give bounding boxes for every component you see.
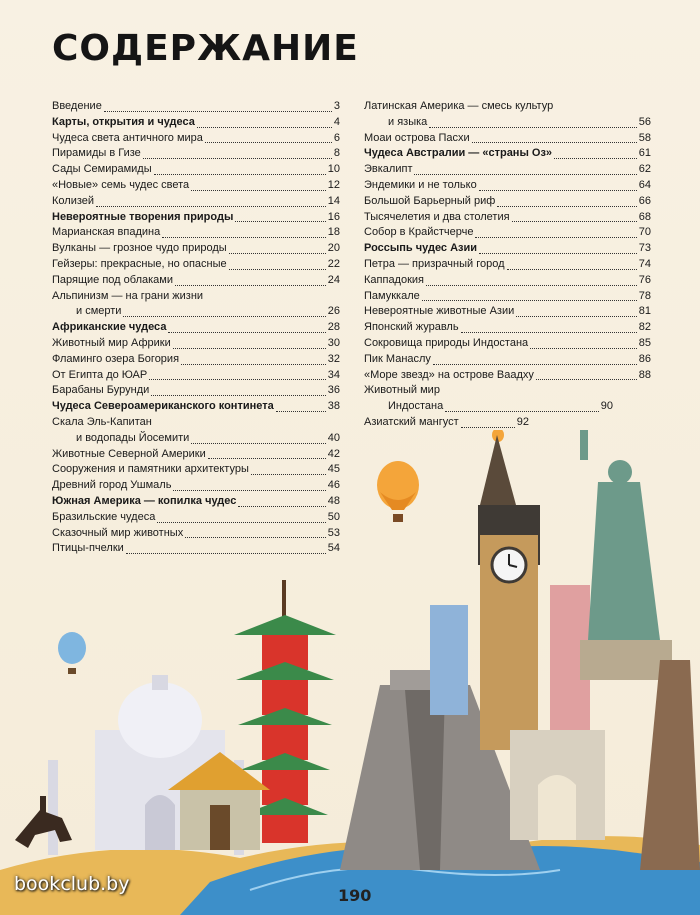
toc-entry-title: Южная Америка — копилка чудес (52, 494, 237, 507)
toc-entry (52, 383, 340, 399)
toc-entry-title: Чудеса Североамериканского континета (52, 400, 274, 413)
toc-entry-page: 6 (333, 131, 340, 144)
toc-entry-title: От Египта до ЮАР (52, 368, 148, 381)
toc-leader-dots (429, 127, 636, 128)
toc-leader-dots (530, 348, 637, 349)
toc-entry-page: 24 (327, 273, 340, 286)
toc-leader-dots (162, 237, 326, 238)
toc-entry-page: 22 (327, 257, 340, 270)
toc-leader-dots (235, 221, 325, 222)
toc-entry-title: Животный мир Африки (52, 336, 171, 349)
arc-de-triomphe-icon (510, 730, 605, 840)
toc-entry-page: 61 (638, 147, 651, 160)
toc-leader-dots (497, 206, 636, 207)
toc-entry-page: 45 (327, 463, 340, 476)
toc-entry-title: Вулканы — грозное чудо природы (52, 242, 227, 255)
toc-entry-page: 76 (638, 273, 651, 286)
toc-entry-page: 14 (327, 194, 340, 207)
toc-entry-page: 81 (638, 305, 651, 318)
toc-leader-dots (426, 285, 637, 286)
statue-of-liberty-icon (580, 430, 672, 680)
toc-entry-page: 54 (327, 542, 340, 555)
toc-leader-dots (151, 395, 325, 396)
toc-entry (52, 210, 340, 226)
toc-entry (52, 241, 340, 257)
toc-entry-page: 20 (327, 242, 340, 255)
toc-entry-title: и смерти (76, 305, 122, 318)
toc-leader-dots (414, 174, 636, 175)
toc-entry-title: Сооружения и памятники архитектуры (52, 463, 249, 476)
toc-entry-title: Моаи острова Пасхи (364, 131, 470, 144)
toc-entry-title: Марианская впадина (52, 226, 161, 239)
toc-entry (364, 146, 651, 162)
toc-leader-dots (554, 158, 637, 159)
toc-leader-dots (276, 411, 326, 412)
toc-entry-page: 48 (327, 494, 340, 507)
toc-leader-dots (181, 364, 326, 365)
toc-entry (364, 210, 651, 226)
toc-entry-page: 85 (638, 336, 651, 349)
toc-entry (52, 115, 340, 131)
toc-leader-dots (197, 127, 332, 128)
toc-entry-title: Японский журавль (364, 321, 459, 334)
watermark-logo: bookclub.by (14, 873, 130, 895)
toc-entry-page: 74 (638, 257, 651, 270)
toc-entry-page: 58 (638, 131, 651, 144)
toc-entry-title: Животные Северной Америки (52, 447, 206, 460)
toc-entry (364, 162, 651, 178)
toc-entry-page: 53 (327, 526, 340, 539)
toc-entry-page: 50 (327, 510, 340, 523)
toc-entry (364, 415, 529, 431)
toc-entry-title: Колизей (52, 194, 95, 207)
toc-leader-dots (154, 174, 326, 175)
toc-entry-page: 26 (327, 305, 340, 318)
toc-entry-title: Птицы-пчелки (52, 542, 124, 555)
toc-entry-title: «Море звезд» на острове Ваадху (364, 368, 534, 381)
toc-entry-title: Барабаны Бурунди (52, 384, 150, 397)
toc-entry-page: 46 (327, 479, 340, 492)
toc-entry-title: Сказочный мир животных (52, 526, 184, 539)
toc-entry-page: 70 (638, 226, 651, 239)
toc-leader-dots (507, 269, 637, 270)
toc-leader-dots (205, 142, 332, 143)
toc-entry-title: Фламинго озера Богория (52, 352, 180, 365)
toc-entry-title: Альпинизм — на грани жизни (52, 289, 204, 302)
toc-entry-page: 16 (327, 210, 340, 223)
toc-entry (52, 399, 340, 415)
toc-entry (364, 273, 651, 289)
toc-entry-title: Россыпь чудес Азии (364, 242, 478, 255)
toc-entry-page: 88 (638, 368, 651, 381)
toc-entry (364, 194, 651, 210)
toc-entry-page: 56 (638, 115, 651, 128)
toc-entry-page: 34 (327, 368, 340, 381)
toc-entry-title: Сады Семирамиды (52, 163, 152, 176)
toc-entry-title: Большой Барьерный риф (364, 194, 496, 207)
toc-entry-title: Каппадокия (364, 273, 425, 286)
toc-entry-title: Сокровища природы Индостана (364, 336, 529, 349)
toc-entry (364, 320, 651, 336)
toc-entry-title: и языка (388, 115, 428, 128)
toc-leader-dots (445, 411, 599, 412)
toc-entry (364, 289, 651, 305)
toc-entry-page: 10 (327, 163, 340, 176)
toc-leader-dots (168, 332, 325, 333)
toc-entry-title: Карты, открытия и чудеса (52, 115, 195, 128)
toc-leader-dots (461, 332, 637, 333)
toc-entry (52, 162, 340, 178)
toc-entry-page: 66 (638, 194, 651, 207)
toc-entry-page: 32 (327, 352, 340, 365)
toc-entry (364, 131, 651, 147)
toc-entry (364, 368, 651, 384)
toc-entry-page: 12 (327, 178, 340, 191)
big-ben-icon (478, 435, 540, 750)
toc-entry-title: Азиатский мангуст (364, 415, 459, 428)
toc-entry (52, 131, 340, 147)
toc-leader-dots (461, 427, 515, 428)
toc-entry (364, 399, 613, 415)
toc-entry-title: Гейзеры: прекрасные, но опасные (52, 257, 227, 270)
toc-leader-dots (229, 253, 326, 254)
toc-entry-title: Введение (52, 100, 102, 112)
toc-entry-title: Скала Эль-Капитан (52, 415, 152, 428)
toc-entry (364, 241, 651, 257)
page-title: СОДЕРЖАНИЕ (52, 28, 359, 69)
toc-leader-dots (475, 237, 636, 238)
toc-leader-dots (422, 300, 637, 301)
toc-leader-dots (143, 158, 332, 159)
toc-leader-dots (191, 190, 326, 191)
toc-entry-page: 28 (327, 321, 340, 334)
toc-leader-dots (472, 142, 637, 143)
toc-entry (52, 289, 340, 305)
toc-entry (52, 146, 340, 162)
toc-entry-page: 86 (638, 352, 651, 365)
toc-leader-dots (173, 348, 326, 349)
toc-entry-title: Пирамиды в Гизе (52, 147, 141, 160)
toc-entry (52, 178, 340, 194)
toc-entry (52, 99, 340, 115)
toc-entry-page: 3 (333, 100, 340, 112)
toc-column-right (364, 99, 651, 431)
toc-entry-title: Собор в Крайстчерче (364, 226, 474, 239)
toc-entry (364, 115, 651, 131)
toc-entry-title: Чудеса Австралии — «страны Оз» (364, 147, 553, 160)
toc-entry-page: 8 (333, 147, 340, 160)
toc-entry (364, 178, 651, 194)
toc-entry-page: 68 (638, 210, 651, 223)
landmarks-illustration (0, 430, 700, 915)
toc-leader-dots (175, 285, 326, 286)
toc-entry-title: Невероятные животные Азии (364, 305, 515, 318)
toc-entry-page: 42 (327, 447, 340, 460)
toc-leader-dots (433, 364, 637, 365)
toc-entry-page: 36 (327, 384, 340, 397)
toc-entry (364, 336, 651, 352)
toc-entry (52, 304, 340, 320)
toc-entry-page: 30 (327, 336, 340, 349)
toc-entry (364, 304, 651, 320)
toc-leader-dots (516, 316, 637, 317)
toc-entry-page: 73 (638, 242, 651, 255)
toc-entry (52, 415, 340, 431)
toc-entry-page: 18 (327, 226, 340, 239)
hot-air-balloon-icon (377, 461, 419, 522)
toc-entry-title: Тысячелетия и два столетия (364, 210, 510, 223)
toc-entry-title: Пик Манаслу (364, 352, 431, 365)
toc-entry (52, 352, 340, 368)
toc-entry-page: 38 (327, 400, 340, 413)
toc-entry (364, 257, 651, 273)
toc-entry-title: и водопады Йосемити (76, 431, 190, 444)
toc-entry (52, 225, 340, 241)
toc-entry-title: Эвкалипт (364, 163, 413, 176)
toc-entry (52, 320, 340, 336)
toc-entry-page: 90 (600, 400, 613, 413)
toc-entry-title: Эндемики и не только (364, 178, 477, 191)
toc-entry-title: Бразильские чудеса (52, 510, 156, 523)
toc-leader-dots (536, 379, 637, 380)
toc-leader-dots (149, 379, 326, 380)
toc-leader-dots (123, 316, 325, 317)
toc-entry (364, 352, 651, 368)
toc-entry (52, 368, 340, 384)
toc-entry-title: Индостана (388, 400, 444, 413)
toc-entry-page: 64 (638, 178, 651, 191)
toc-entry-title: Памуккале (364, 289, 420, 302)
toc-entry-page: 62 (638, 163, 651, 176)
toc-entry-page: 4 (333, 115, 340, 128)
toc-leader-dots (479, 253, 637, 254)
toc-entry (52, 273, 340, 289)
toc-leader-dots (104, 111, 332, 112)
eiffel-tower-icon (640, 660, 700, 870)
toc-leader-dots (512, 221, 637, 222)
toc-entry-title: Парящие под облаками (52, 273, 173, 286)
toc-entry-page: 40 (327, 431, 340, 444)
toc-entry (52, 257, 340, 273)
toc-entry (364, 99, 651, 115)
toc-entry (364, 225, 651, 241)
toc-entry-title: Африканские чудеса (52, 321, 167, 334)
horseman-statue-icon (15, 796, 72, 848)
toc-leader-dots (96, 206, 326, 207)
toc-entry (52, 336, 340, 352)
toc-entry-page: 82 (638, 321, 651, 334)
toc-entry-title: Животный мир (364, 384, 440, 397)
toc-entry-title: Невероятные творения природы (52, 210, 234, 223)
toc-entry-title: Древний город Ушмаль (52, 479, 172, 492)
toc-leader-dots (229, 269, 326, 270)
toc-entry-title: Латинская Америка — смесь культур (364, 100, 554, 112)
toc-entry (364, 383, 651, 399)
hot-air-balloon-blue-icon (58, 632, 86, 674)
toc-entry-title: Чудеса света античного мира (52, 131, 203, 144)
toc-leader-dots (479, 190, 637, 191)
toc-entry (52, 194, 340, 210)
page-number: 190 (338, 886, 372, 905)
toc-entry-page: 78 (638, 289, 651, 302)
toc-entry-title: «Новые» семь чудес света (52, 178, 190, 191)
toc-entry-title: Петра — призрачный город (364, 257, 505, 270)
toc-entry-page: 92 (516, 415, 529, 428)
